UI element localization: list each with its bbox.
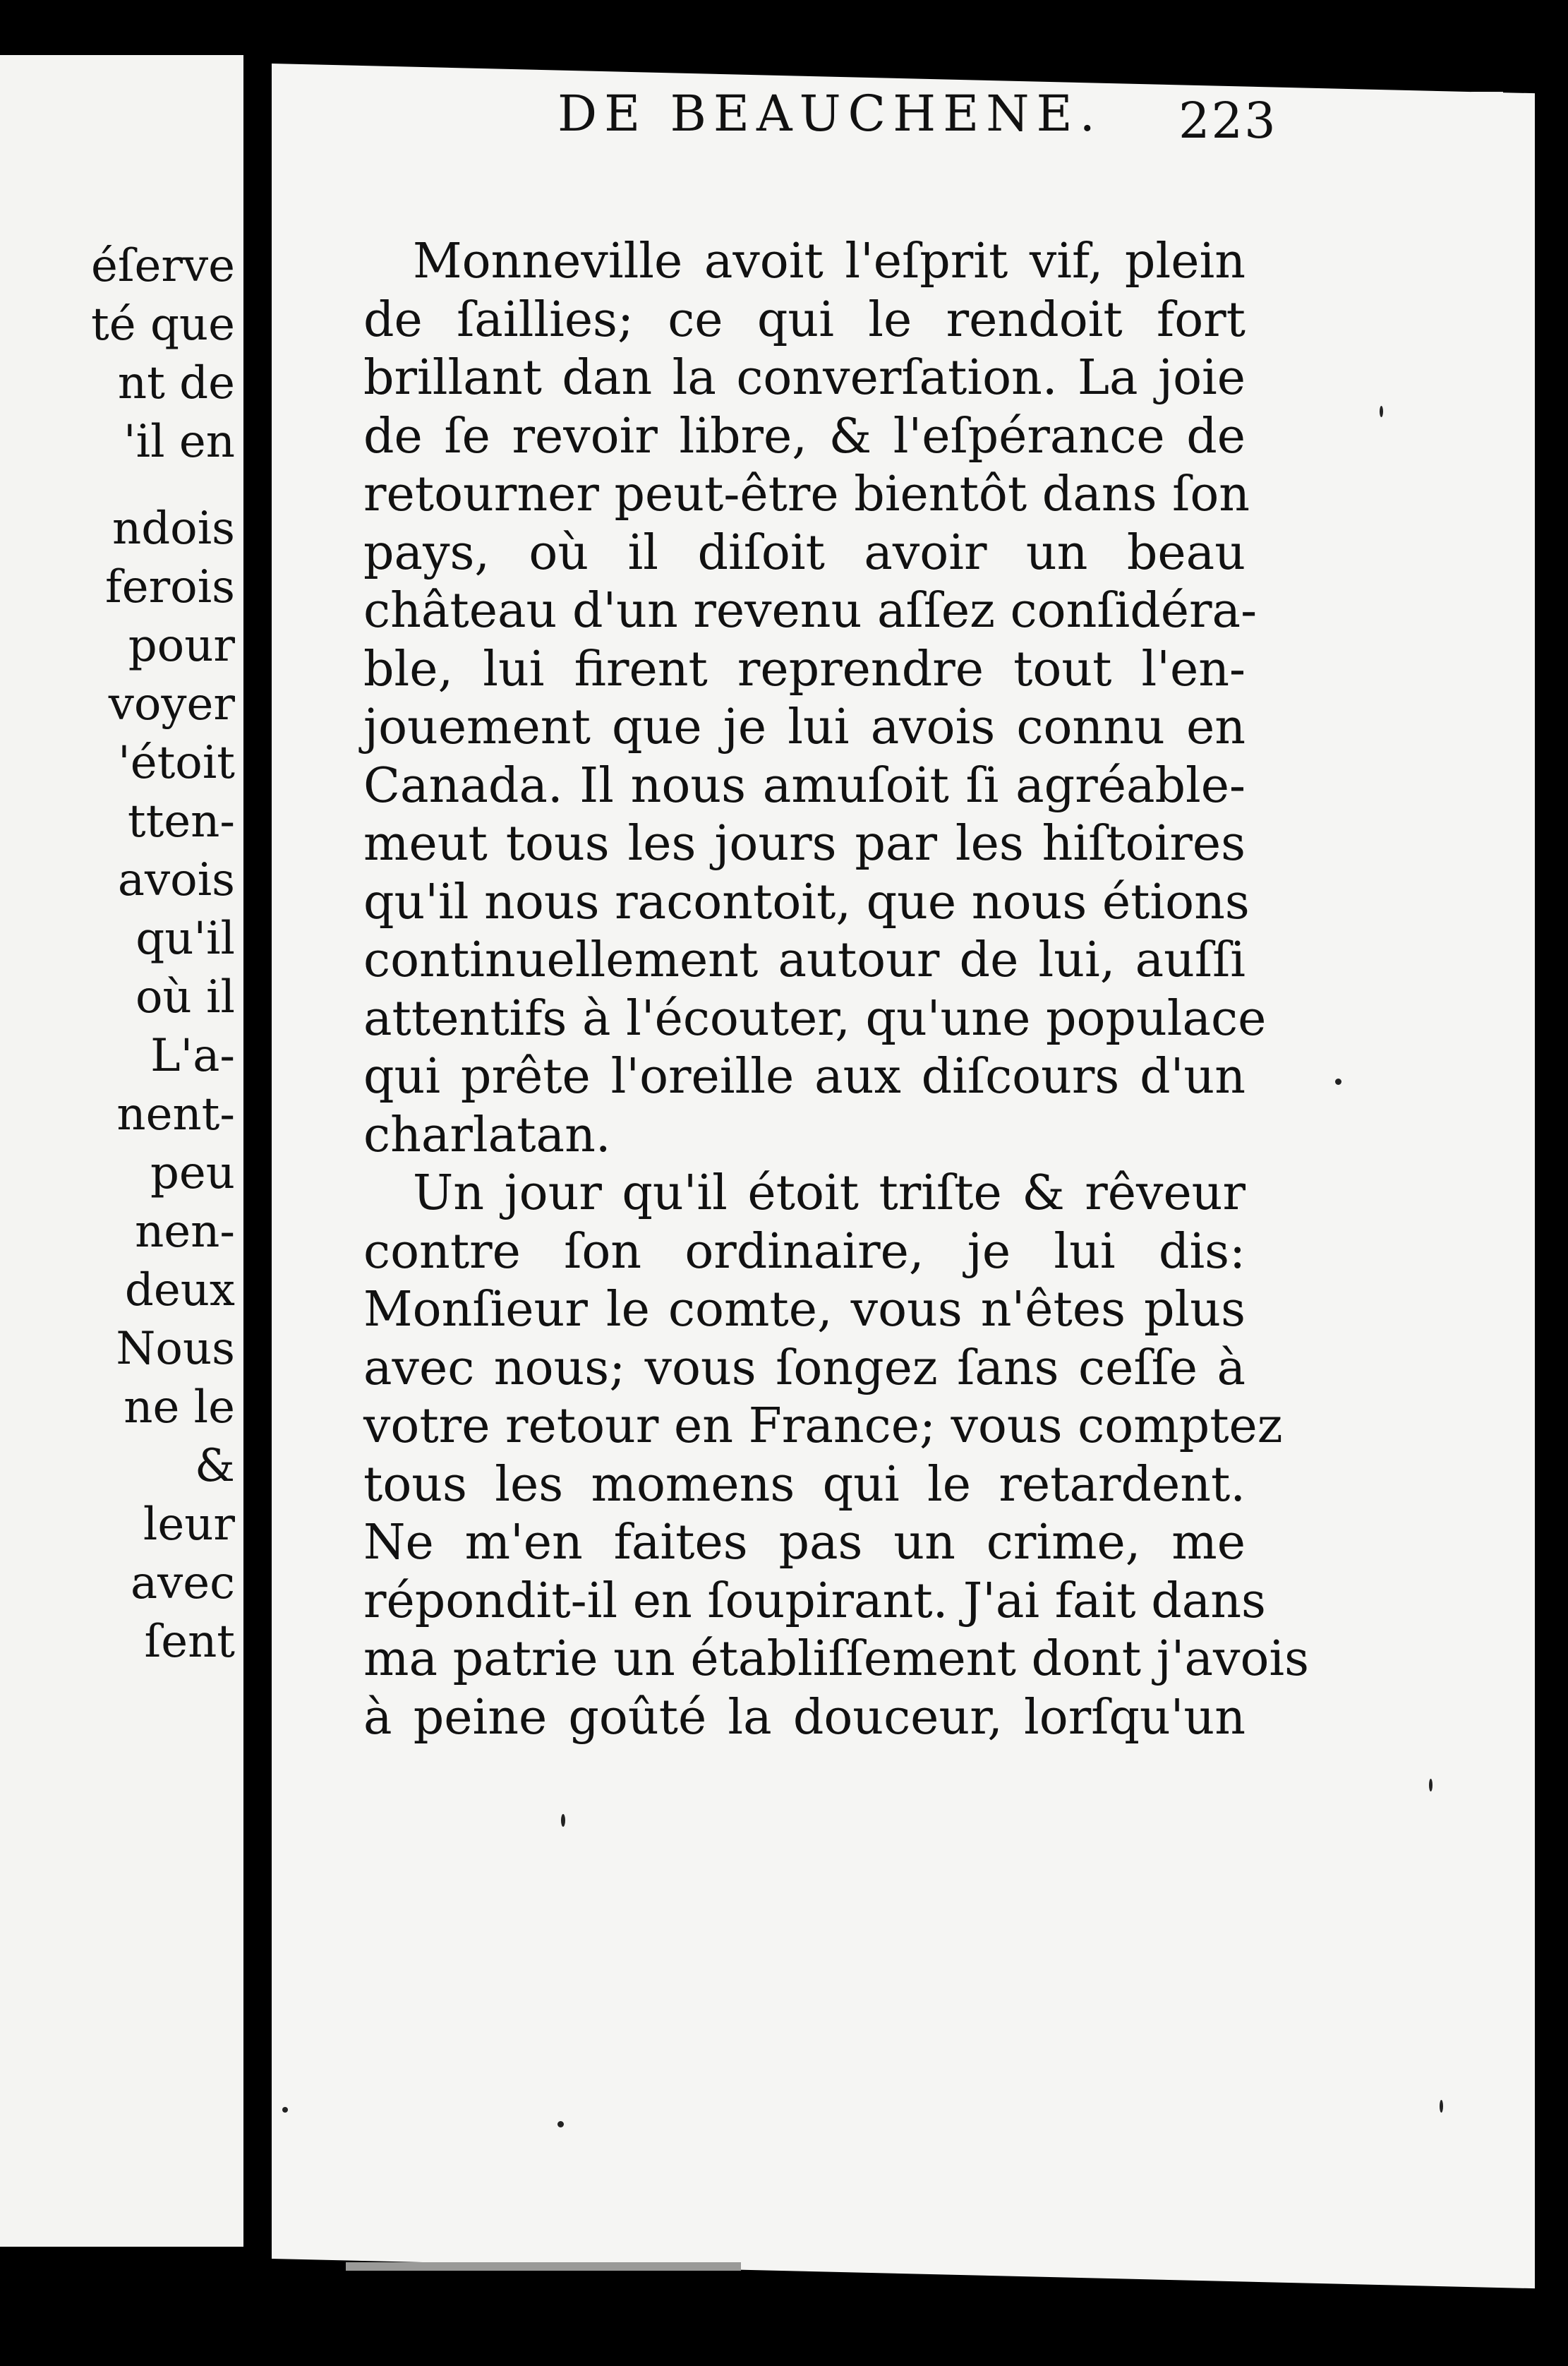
left-line: pour bbox=[128, 620, 235, 672]
text-line: ble, lui firent reprendre tout l'en- bbox=[363, 641, 1246, 697]
paragraph bbox=[363, 1165, 1310, 1747]
text-line: contre ſon ordinaire, je lui dis: bbox=[363, 1223, 1246, 1280]
text-line: qu'il nous racontoit, que nous étions bbox=[363, 874, 1250, 930]
text-line: attentifs à l'écouter, qu'une populace bbox=[363, 990, 1267, 1047]
left-line: & bbox=[195, 1440, 235, 1492]
text-line: à peine goûté la douceur, lorſqu'un bbox=[363, 1689, 1246, 1746]
text-line: charlatan. bbox=[363, 1107, 611, 1163]
text-line: pays, où il diſoit avoir un beau bbox=[363, 524, 1246, 581]
left-line: ne le bbox=[123, 1381, 235, 1434]
ink-speck bbox=[557, 2121, 564, 2127]
text-line: Canada. Il nous amuſoit ſi agréable- bbox=[363, 757, 1246, 814]
left-line: voyer bbox=[108, 678, 235, 731]
left-line: nen- bbox=[135, 1206, 235, 1258]
ink-speck bbox=[1429, 1779, 1433, 1791]
left-page-fragment bbox=[0, 55, 243, 2247]
left-line: ferois bbox=[105, 561, 235, 613]
left-line: nt de bbox=[117, 357, 235, 409]
ink-speck bbox=[1440, 2100, 1443, 2113]
left-line: où il bbox=[135, 971, 235, 1023]
left-line: qu'il bbox=[135, 913, 235, 965]
text-line: de ſe revoir libre, & l'eſpérance de bbox=[363, 408, 1246, 464]
text-line: qui prête l'oreille aux diſcours d'un bbox=[363, 1049, 1246, 1105]
left-line: tten- bbox=[127, 795, 235, 848]
left-line: éſerve bbox=[90, 240, 235, 292]
text-line: Ne m'en faites pas un crime, me bbox=[363, 1515, 1246, 1571]
paragraph bbox=[363, 233, 1267, 1165]
page-body bbox=[363, 233, 1310, 1747]
text-line: Un jour qu'il étoit triſte & rêveur bbox=[413, 1165, 1246, 1221]
left-line: leur bbox=[143, 1499, 235, 1551]
ink-speck bbox=[1335, 1079, 1341, 1085]
left-line: ndois bbox=[111, 503, 235, 555]
ink-speck bbox=[561, 1814, 565, 1827]
left-line: 'étoit bbox=[118, 737, 235, 789]
text-line: tous les momens qui le retardent. bbox=[363, 1456, 1246, 1513]
text-line: Monneville avoit l'eſprit vif, plein bbox=[413, 234, 1246, 289]
left-line: Nous bbox=[116, 1323, 235, 1375]
text-line: meut tous les jours par les hiſtoires bbox=[363, 816, 1246, 872]
left-line: avois bbox=[117, 854, 235, 906]
text-line: avec nous; vous ſongez ſans ceſſe à bbox=[363, 1340, 1246, 1396]
left-line: nent- bbox=[116, 1088, 235, 1141]
page-bottom-edge bbox=[346, 2262, 741, 2271]
left-line: L'a- bbox=[150, 1030, 235, 1082]
text-line: retourner peut-être bientôt dans ſon bbox=[363, 467, 1250, 522]
text-line: continuellement autour de lui, auſſi bbox=[363, 932, 1246, 988]
left-line: peu bbox=[150, 1147, 235, 1199]
left-line: avec bbox=[130, 1557, 235, 1609]
ink-speck bbox=[282, 2107, 288, 2113]
text-line: votre retour en France; vous comptez bbox=[363, 1398, 1283, 1454]
left-line: té que bbox=[91, 299, 235, 351]
text-line: château d'un revenu aſſez conſidéra- bbox=[363, 583, 1258, 639]
running-title: DE BEAUCHENE. bbox=[557, 85, 1102, 143]
text-line: ma patrie un établiſſement dont j'avois bbox=[363, 1631, 1310, 1687]
page-number: 223 bbox=[1178, 92, 1277, 150]
left-page-text bbox=[91, 237, 235, 1671]
ink-speck bbox=[1380, 406, 1383, 417]
text-line: répondit-il en ſoupirant. J'ai fait dans bbox=[363, 1573, 1266, 1629]
text-line: brillant dan la converſation. La joie bbox=[363, 350, 1246, 406]
left-line: deux bbox=[124, 1264, 235, 1316]
text-line: jouement que je lui avois connu en bbox=[363, 699, 1246, 755]
left-line: 'il en bbox=[123, 416, 235, 468]
text-line: de ſaillies; ce qui le rendoit fort bbox=[363, 292, 1246, 348]
left-line: ſent bbox=[144, 1616, 235, 1668]
text-line: Monſieur le comte, vous n'êtes plus bbox=[363, 1282, 1246, 1338]
